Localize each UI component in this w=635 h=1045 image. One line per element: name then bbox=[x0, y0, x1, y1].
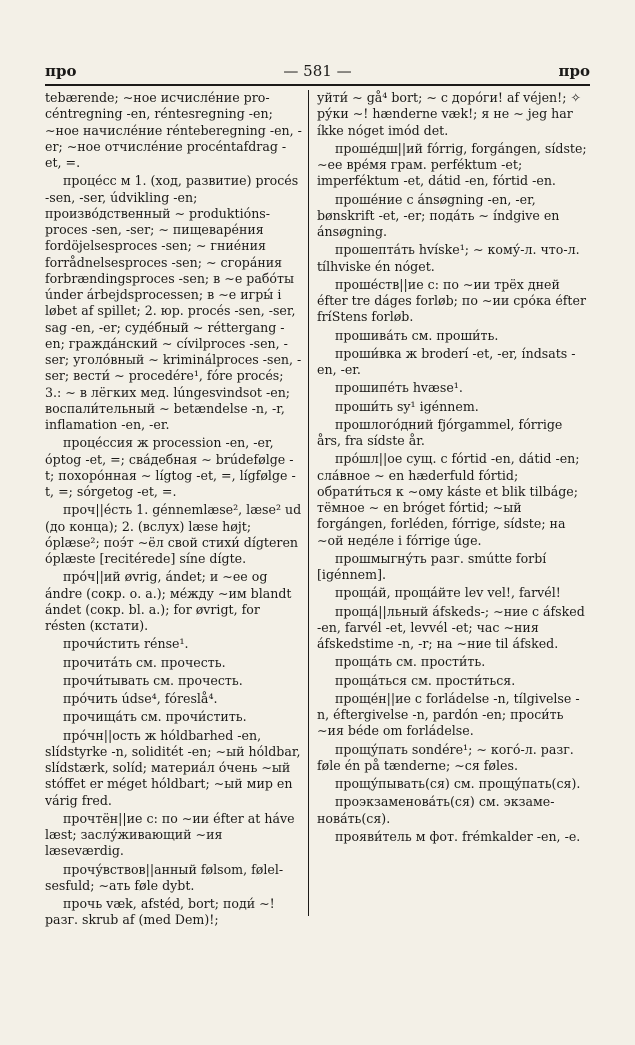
dictionary-entry: уйти́ ∼ gå⁴ bort; ∼ с доро́ги! af véjen!; ✧ ру́ки ∼! hænderne væk!; я не ∼ jeg har íkke nóget imód det. bbox=[317, 90, 582, 138]
dictionary-entry: проше́ние с ánsøgning -en, -er, bønskrift -et, -er; пода́ть ∼ índgive en ánsøgning. bbox=[317, 191, 560, 239]
dictionary-entry: прочита́ть см. прочесть. bbox=[63, 654, 226, 670]
dictionary-entry: проши́ть sy¹ igénnem. bbox=[335, 398, 479, 414]
page-header bbox=[45, 62, 590, 86]
dictionary-entry: проща́й, проща́йте lev vel!, farvél! bbox=[335, 585, 561, 601]
dictionary-entry: проши́вка ж broderí -et, -er, índsats -en, -er. bbox=[317, 345, 576, 377]
dictionary-entry: прошмыгну́ть разг. smútte forbí [igénnem]. bbox=[317, 550, 547, 582]
dictionary-entry: про́чн||ость ж hóldbarhed -en, slídstyrke -n, soliditét -en; ∼ый hóldbar, slídstærk, solíd; материа́л о́чень ∼ый stóffet er méget hóldbart; ∼ый мир en várig fred. bbox=[45, 727, 301, 808]
dictionary-entry: проща́||льный áfskeds-; ∼ние с áfsked -en, farvél -et, levvél -et; час ∼ния áfskedstime -n, -r; на ∼ние til áfsked. bbox=[317, 603, 585, 651]
dictionary-entry: tebærende; ∼ное исчисле́ние procéntregning -en, réntesregning -en; ∼ное начисле́ние rénteberegning -en, -er; ∼ное отчисле́ние procéntafdrag -et, =. bbox=[45, 90, 302, 170]
dictionary-entry: прояви́тель м фот. frémkalder -en, -e. bbox=[335, 828, 581, 844]
dictionary-entry: про́ч||ий øvrig, ándet; и ∼ее og ándre (сокр. о. а.); ме́жду ∼им blandt ándet (сокр. bl. a.); for øvrigt, for résten (кстати). bbox=[45, 569, 292, 633]
dictionary-entry: прочи́стить rénse¹. bbox=[63, 636, 189, 652]
dictionary-entry: проце́сс м 1. (ход, развитие) procés -sen, -ser, údvikling -en; произво́дственный ∼ produktiónsproces -sen, -ser; ∼ пищеваре́ния fordöjelsesproces -sen; ∼ гние́ния forrådnelsesproces -sen; ∼ сгора́ния forbrændingsproces -sen; в ∼е рабо́ты únder árbejdsprocessen; в ∼е игры́ i løbet af spillet; 2. юр. procés -sen, -ser, sag -en, -er; суде́бный ∼ réttergang -en; гражда́нский ∼ cívilproces -sen, -ser; уголо́вный ∼ kriminálproces -sen, -ser; вести́ ∼ procedére¹, fóre procés; 3.: ∼ в лёгких мед. lúngesvindsot -en; воспали́тельный ∼ betændelse -n, -r, inflamation -en, -er. bbox=[45, 173, 302, 432]
dictionary-entry: прощу́пать sondére¹; ∼ кого́-л. разг. føle én på tænderne; ∼ся føles. bbox=[317, 741, 574, 773]
dictionary-entry: прощу́пывать(ся) см. прощу́пать(ся). bbox=[335, 776, 581, 791]
dictionary-entry: проше́дш||ий fórrig, forgángen, sídste; ∼ее вре́мя грам. perféktum -et; imperféktum -et, dátid -en, fórtid -en. bbox=[317, 140, 587, 189]
right-column bbox=[317, 90, 590, 953]
dictionary-entry: проща́ть см. прости́ть. bbox=[335, 654, 486, 670]
dictionary-entry: проше́ств||ие с: по ∼ии трёх дней éfter tre dáges forløb; по ∼ии сро́ка éfter fríStens forløb. bbox=[317, 276, 586, 325]
dictionary-entry: про́шл||ое сущ. с fórtid -en, dátid -en; сла́вное ∼ en hæderfuld fórtid; обрати́ться к ∼ому káste et blik tilbáge; тёмное ∼ en bróget fórtid; ∼ый forgángen, forléden, fórrige, sídste; на ∼ой неде́ле i fórrige úge. bbox=[317, 451, 580, 548]
left-running-headword: про bbox=[45, 62, 77, 80]
column-divider bbox=[308, 90, 309, 916]
dictionary-entry: проч||е́сть 1. génnemlæse², læse² ud (до конца); 2. (вслух) læse højt; óplæse²; поэ́т ∼ёл свой стихи́ dígteren óplæste [recitérede] síne dígte. bbox=[45, 502, 302, 566]
dictionary-entry: проща́ться см. прости́ться. bbox=[335, 672, 516, 688]
dictionary-entry: прошепта́ть hvíske¹; ∼ кому́-л. что-л. tílhviske én nóget. bbox=[317, 242, 580, 274]
dictionary-entry: прошипе́ть hvæse¹. bbox=[335, 380, 463, 396]
dictionary-entry: про́чить údse⁴, fóreslå⁴. bbox=[63, 691, 218, 706]
dictionary-entry: прочи́тывать см. прочесть. bbox=[63, 672, 243, 688]
dictionary-entry: проще́н||ие с forládelse -n, tílgivelse -n, éftergivelse -n, pardón -en; проси́ть ∼ия béde om forládelse. bbox=[317, 690, 580, 739]
dictionary-entry: проце́ссия ж procession -en, -er, óptog -et, =; сва́дебная ∼ brúdefølge -t; похоро́нная ∼ lígtog -et, =, lígfølge -t, =; sórgetog -et, =. bbox=[45, 435, 296, 499]
dictionary-entry: проэкзаменова́ть(ся) см. экзаменова́ть(ся). bbox=[317, 794, 555, 826]
dictionary-entry: прочища́ть см. прочи́стить. bbox=[63, 709, 247, 725]
right-running-headword: про bbox=[558, 62, 590, 80]
dictionary-entry: прочу́вствов||анный følsom, følelsesfuld; ∼ать føle dybt. bbox=[45, 861, 284, 893]
dictionary-entry: прошлого́дний fjórgammel, fórrige års, fra sídste år. bbox=[317, 416, 563, 448]
page-number: — 581 — bbox=[283, 62, 352, 80]
left-column bbox=[45, 90, 308, 953]
dictionary-entry: прошива́ть см. проши́ть. bbox=[335, 327, 499, 343]
dictionary-entry: прочь væk, afstéd, bort; поди́ ∼! разг. skrub af (med Dem)!; bbox=[45, 896, 275, 928]
dictionary-entry: прочтён||ие с: по ∼ии éfter at háve læst; заслу́живающий ∼ия læseværdig. bbox=[45, 810, 295, 859]
